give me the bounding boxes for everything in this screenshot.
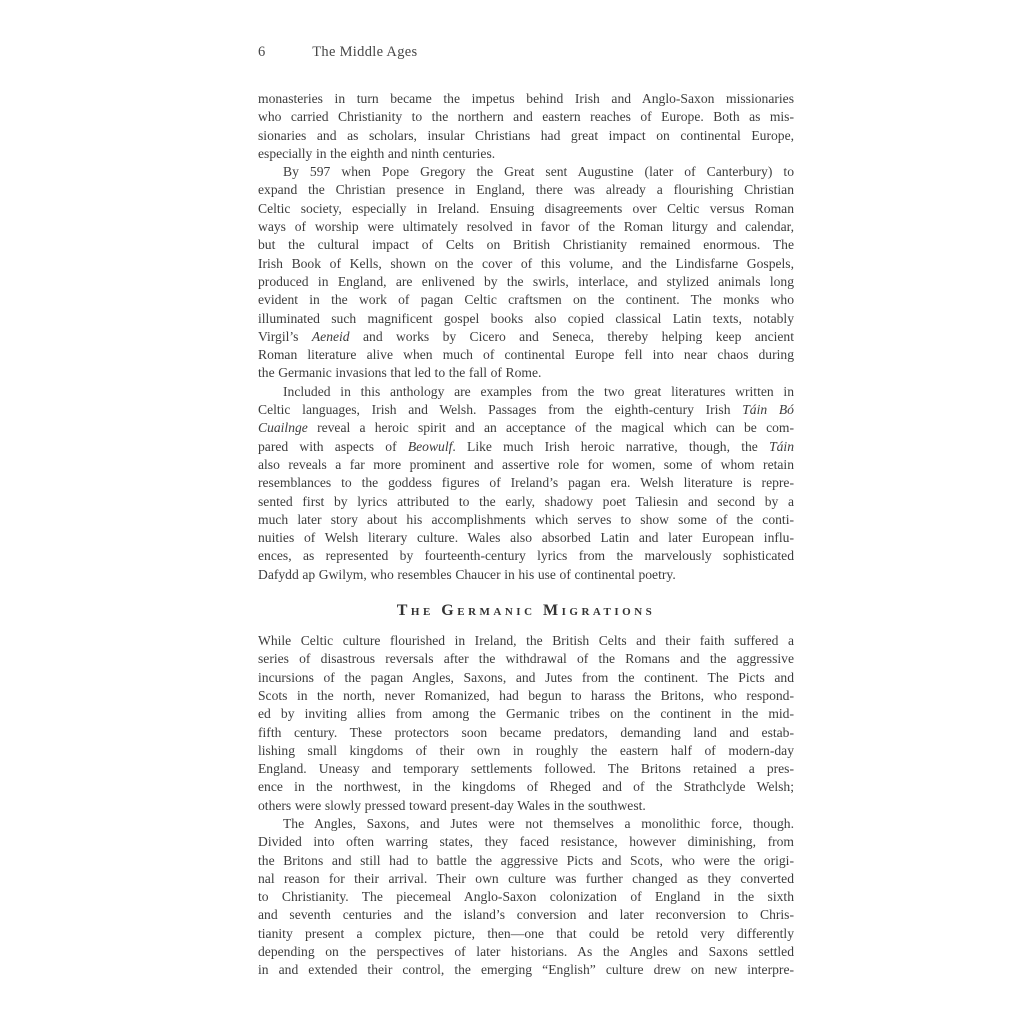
text-line: ways of worship were ultimately resolved in favor of the Roman liturgy and calendar, bbox=[258, 219, 794, 235]
text-line: who carried Christianity to the northern and eastern reaches of Europe. Both as mis- bbox=[258, 109, 794, 125]
text-line: resemblances to the goddess figures of Ireland’s pagan era. Welsh literature is repre- bbox=[258, 475, 794, 491]
section-heading: The Germanic Migrations bbox=[396, 602, 656, 620]
text-line: incursions of the pagan Angles, Saxons, and Jutes from the continent. The Picts and bbox=[258, 669, 794, 685]
text-line: the Britons and still had to battle the aggressive Picts and Scots, who were the origi- bbox=[258, 852, 794, 868]
text-line: sionaries and as scholars, insular Christians had great impact on continental Europe, bbox=[258, 127, 794, 143]
text-line: tianity present a complex picture, then—one that could be retold very differently bbox=[258, 925, 794, 941]
text-line: Dafydd ap Gwilym, who resembles Chaucer in his use of continental poetry. bbox=[258, 566, 676, 582]
text-line: sented first by lyrics attributed to the early, shadowy poet Taliesin and second by a bbox=[258, 493, 794, 509]
body-paragraph bbox=[258, 90, 794, 163]
text-line: illuminated such magnificent gospel books also copied classical Latin texts, notably bbox=[258, 310, 794, 326]
body-paragraph bbox=[258, 383, 794, 584]
text-line: others were slowly pressed toward present-day Wales in the southwest. bbox=[258, 797, 646, 813]
body-paragraph bbox=[258, 163, 794, 383]
text-line: While Celtic culture flourished in Ireland, the British Celts and their faith suffered a bbox=[258, 633, 794, 649]
text-line: Virgil’s Aeneid and works by Cicero and Seneca, thereby helping keep ancient bbox=[258, 328, 794, 344]
text-line: ed by inviting allies from among the Germanic tribes on the continent in the mid- bbox=[258, 706, 794, 722]
text-line: ences, as represented by fourteenth-century lyrics from the marvelously sophisticated bbox=[258, 548, 794, 564]
text-line: especially in the eighth and ninth centuries. bbox=[258, 145, 496, 161]
text-line: Divided into often warring states, they faced resistance, however diminishing, from bbox=[258, 834, 794, 850]
page-content bbox=[258, 43, 794, 980]
text-line: and seventh centuries and the island’s conversion and later reconversion to Chris- bbox=[258, 907, 794, 923]
text-line: Roman literature alive when much of continental Europe fell into near chaos during bbox=[258, 347, 794, 363]
text-line: Scots in the north, never Romanized, had begun to harass the Britons, who respond- bbox=[258, 687, 794, 703]
text-line: The Angles, Saxons, and Jutes were not themselves a monolithic force, though. bbox=[283, 815, 794, 831]
text-line: produced in England, are enlivened by the swirls, interlace, and stylized animals long bbox=[258, 273, 794, 289]
text-line: Cuailnge reveal a heroic spirit and an acceptance of the magical which can be com- bbox=[258, 420, 794, 436]
running-title: The Middle Ages bbox=[312, 44, 418, 60]
text-line: ence in the northwest, in the kingdoms of Rheged and of the Strathclyde Welsh; bbox=[258, 779, 794, 795]
text-line: Included in this anthology are examples from the two great literatures written in bbox=[283, 383, 794, 399]
page-number: 6 bbox=[258, 44, 266, 60]
text-line: depending on the perspectives of later historians. As the Angles and Saxons settled bbox=[258, 944, 794, 960]
text-line: to Christianity. The piecemeal Anglo-Saxon colonization of England in the sixth bbox=[258, 889, 794, 905]
text-line: in and extended their control, the emerging “English” culture drew on new interpre- bbox=[258, 962, 794, 978]
text-line: also reveals a far more prominent and assertive role for women, some of whom retain bbox=[258, 456, 794, 472]
body-paragraph bbox=[258, 632, 794, 815]
text-line: fifth century. These protectors soon became predators, demanding land and estab- bbox=[258, 724, 794, 740]
text-line: series of disastrous reversals after the withdrawal of the Romans and the aggressive bbox=[258, 651, 794, 667]
body-paragraph bbox=[258, 815, 794, 980]
text-line: the Germanic invasions that led to the fall of Rome. bbox=[258, 365, 542, 381]
page-body bbox=[258, 90, 794, 980]
text-line: monasteries in turn became the impetus behind Irish and Anglo-Saxon missionaries bbox=[258, 91, 794, 106]
text-line: By 597 when Pope Gregory the Great sent Augustine (later of Canterbury) to bbox=[283, 164, 794, 180]
text-line: nuities of Welsh literary culture. Wales also absorbed Latin and later European influ- bbox=[258, 530, 794, 546]
text-line: Celtic languages, Irish and Welsh. Passages from the eighth-century Irish Táin Bó bbox=[258, 402, 794, 418]
page-header bbox=[258, 43, 794, 61]
text-line: expand the Christian presence in England, there was already a flourishing Christian bbox=[258, 182, 794, 198]
text-line: evident in the work of pagan Celtic craftsmen on the continent. The monks who bbox=[258, 292, 794, 308]
text-line: Celtic society, especially in Ireland. Ensuing disagreements over Celtic versus Roman bbox=[258, 200, 794, 216]
text-line: much later story about his accomplishments which serves to show some of the conti- bbox=[258, 511, 794, 527]
text-line: lishing small kingdoms of their own in roughly the eastern half of modern-day bbox=[258, 742, 794, 758]
text-line: Irish Book of Kells, shown on the cover of this volume, and the Lindisfarne Gospels, bbox=[258, 255, 794, 271]
text-line: England. Uneasy and temporary settlements followed. The Britons retained a pres- bbox=[258, 761, 794, 777]
text-line: but the cultural impact of Celts on British Christianity remained enormous. The bbox=[258, 237, 794, 253]
text-line: nal reason for their arrival. Their own culture was further changed as they converted bbox=[258, 870, 794, 886]
text-line: pared with aspects of Beowulf. Like much Irish heroic narrative, though, the Táin bbox=[258, 438, 794, 454]
